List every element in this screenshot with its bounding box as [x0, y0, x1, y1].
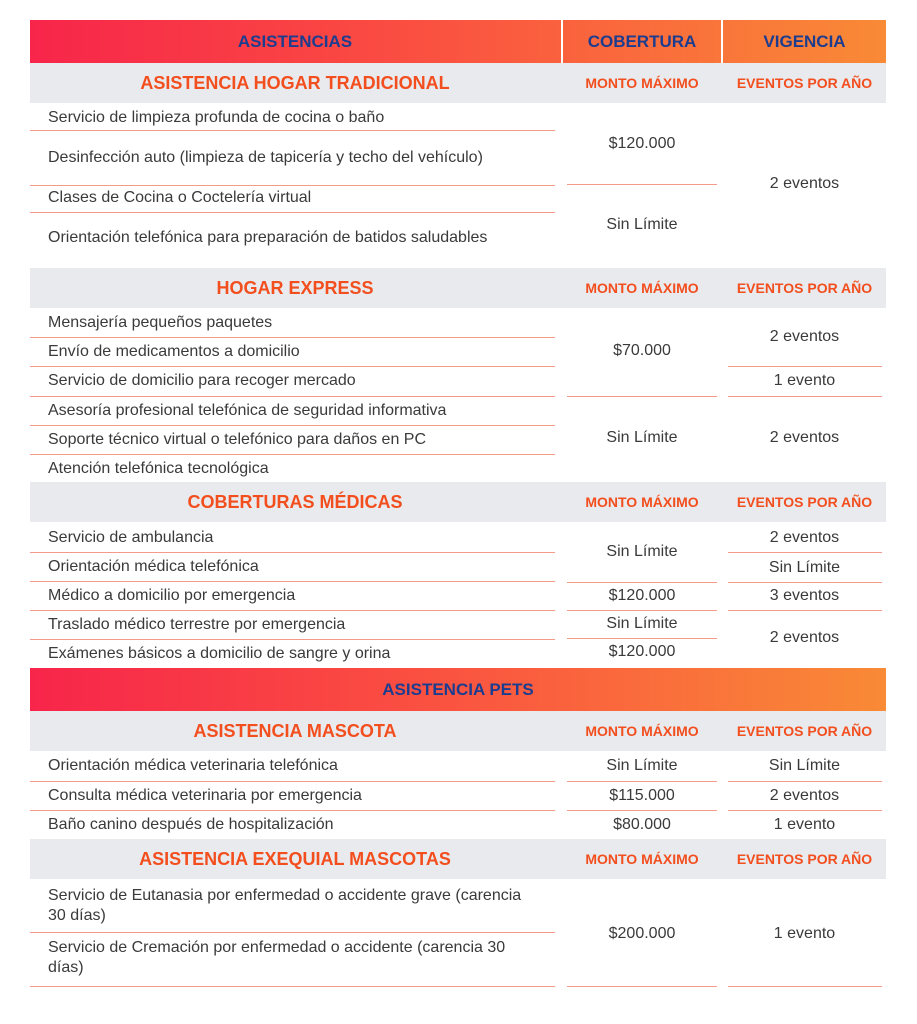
events-value: 2 eventos — [769, 787, 840, 804]
pets-band: ASISTENCIA PETS — [30, 668, 886, 711]
column-label-monto: MONTO MÁXIMO — [585, 723, 699, 739]
list-item: Servicio de ambulancia — [48, 529, 214, 546]
list-item: Desinfección auto (limpieza de tapicería y techo del vehículo) — [48, 149, 483, 166]
list-item: Servicio de domicilio para recoger mercado — [48, 372, 356, 389]
coverage-value: Sin Límite — [606, 429, 678, 446]
column-label-eventos: EVENTOS POR AÑO — [736, 494, 873, 510]
row-divider — [728, 396, 882, 397]
section-title: ASISTENCIA MASCOTA — [193, 720, 397, 741]
list-item: Servicio de Eutanasia por enfermedad o accidente grave (carencia 30 días) — [48, 887, 522, 924]
row-divider — [30, 454, 555, 455]
column-label-eventos: EVENTOS POR AÑO — [736, 280, 873, 296]
events-value: Sin Límite — [768, 559, 841, 576]
row-divider — [30, 552, 555, 553]
coverage-value: $115.000 — [609, 787, 675, 804]
row-divider — [30, 425, 555, 426]
coverage-value: $200.000 — [608, 925, 676, 942]
list-item: Servicio de Cremación por enfermedad o accidente (carencia 30 días) — [48, 939, 506, 976]
coverage-value: $120.000 — [608, 643, 676, 660]
events-value: 2 eventos — [769, 529, 840, 546]
list-item: Clases de Cocina o Coctelería virtual — [48, 189, 312, 206]
row-divider — [30, 212, 555, 213]
events-value: 3 eventos — [769, 587, 840, 604]
column-label-monto: MONTO MÁXIMO — [585, 75, 699, 91]
row-divider — [728, 781, 882, 782]
column-label-eventos: EVENTOS POR AÑO — [736, 723, 873, 739]
row-divider — [30, 986, 555, 987]
coverage-value: $70.000 — [613, 342, 671, 359]
list-item: Atención telefónica tecnológica — [48, 460, 269, 477]
row-divider — [30, 610, 555, 611]
section-title: ASISTENCIA HOGAR TRADICIONAL — [140, 72, 450, 93]
column-label-monto: MONTO MÁXIMO — [585, 851, 699, 867]
row-divider — [567, 810, 717, 811]
events-value: 2 eventos — [769, 629, 840, 646]
events-value: 1 evento — [773, 925, 836, 942]
row-divider — [30, 781, 555, 782]
header-title: ASISTENCIAS — [237, 31, 353, 51]
row-divider — [728, 552, 882, 553]
coverage-value: $80.000 — [613, 816, 671, 833]
list-item: Consulta médica veterinaria por emergencia — [48, 787, 362, 804]
list-item: Envío de medicamentos a domicilio — [48, 343, 300, 360]
row-divider — [30, 932, 555, 933]
list-item: Traslado médico terrestre por emergencia — [48, 616, 346, 633]
list-item: Servicio de limpieza profunda de cocina o baño — [48, 109, 385, 126]
section-title: ASISTENCIA EXEQUIAL MASCOTAS — [139, 848, 451, 869]
row-divider — [30, 396, 555, 397]
list-item: Soporte técnico virtual o telefónico para daños en PC — [48, 431, 427, 448]
section-title: HOGAR EXPRESS — [216, 277, 374, 298]
list-item: Baño canino después de hospitalización — [48, 816, 334, 833]
header-validity: VIGENCIA — [763, 31, 846, 51]
list-item: Mensajería pequeños paquetes — [48, 314, 273, 331]
header-coverage: COBERTURA — [587, 31, 697, 51]
row-divider — [30, 639, 555, 640]
row-divider — [30, 130, 555, 131]
list-item: Orientación médica veterinaria telefónica — [48, 757, 338, 774]
row-divider — [567, 184, 717, 185]
row-divider — [567, 986, 717, 987]
column-label-eventos: EVENTOS POR AÑO — [736, 75, 873, 91]
row-divider — [567, 396, 717, 397]
row-divider — [728, 610, 882, 611]
column-label-eventos: EVENTOS POR AÑO — [736, 851, 873, 867]
row-divider — [30, 581, 555, 582]
coverage-value: Sin Límite — [606, 615, 678, 632]
coverage-value: Sin Límite — [606, 543, 678, 560]
coverage-value: $120.000 — [608, 587, 676, 604]
events-value: Sin Límite — [768, 757, 841, 774]
section-title: COBERTURAS MÉDICAS — [187, 491, 403, 512]
events-value: 2 eventos — [769, 175, 840, 192]
row-divider — [30, 810, 555, 811]
list-item: Orientación médica telefónica — [48, 558, 259, 575]
row-divider — [728, 810, 882, 811]
events-value: 1 evento — [773, 372, 836, 389]
coverage-value: Sin Límite — [606, 757, 678, 774]
list-item: Médico a domicilio por emergencia — [48, 587, 296, 604]
column-label-monto: MONTO MÁXIMO — [585, 494, 699, 510]
events-value: 2 eventos — [769, 429, 840, 446]
row-divider — [30, 337, 555, 338]
column-label-monto: MONTO MÁXIMO — [585, 280, 699, 296]
list-item: Asesoría profesional telefónica de seguridad informativa — [48, 402, 447, 419]
row-divider — [728, 986, 882, 987]
row-divider — [567, 781, 717, 782]
coverage-value: Sin Límite — [606, 216, 678, 233]
events-value: 2 eventos — [769, 328, 840, 345]
coverage-value: $120.000 — [608, 135, 676, 152]
events-value: 1 evento — [773, 816, 836, 833]
list-item: Orientación telefónica para preparación de batidos saludables — [48, 229, 488, 246]
row-divider — [30, 366, 555, 367]
list-item: Exámenes básicos a domicilio de sangre y orina — [48, 645, 391, 662]
